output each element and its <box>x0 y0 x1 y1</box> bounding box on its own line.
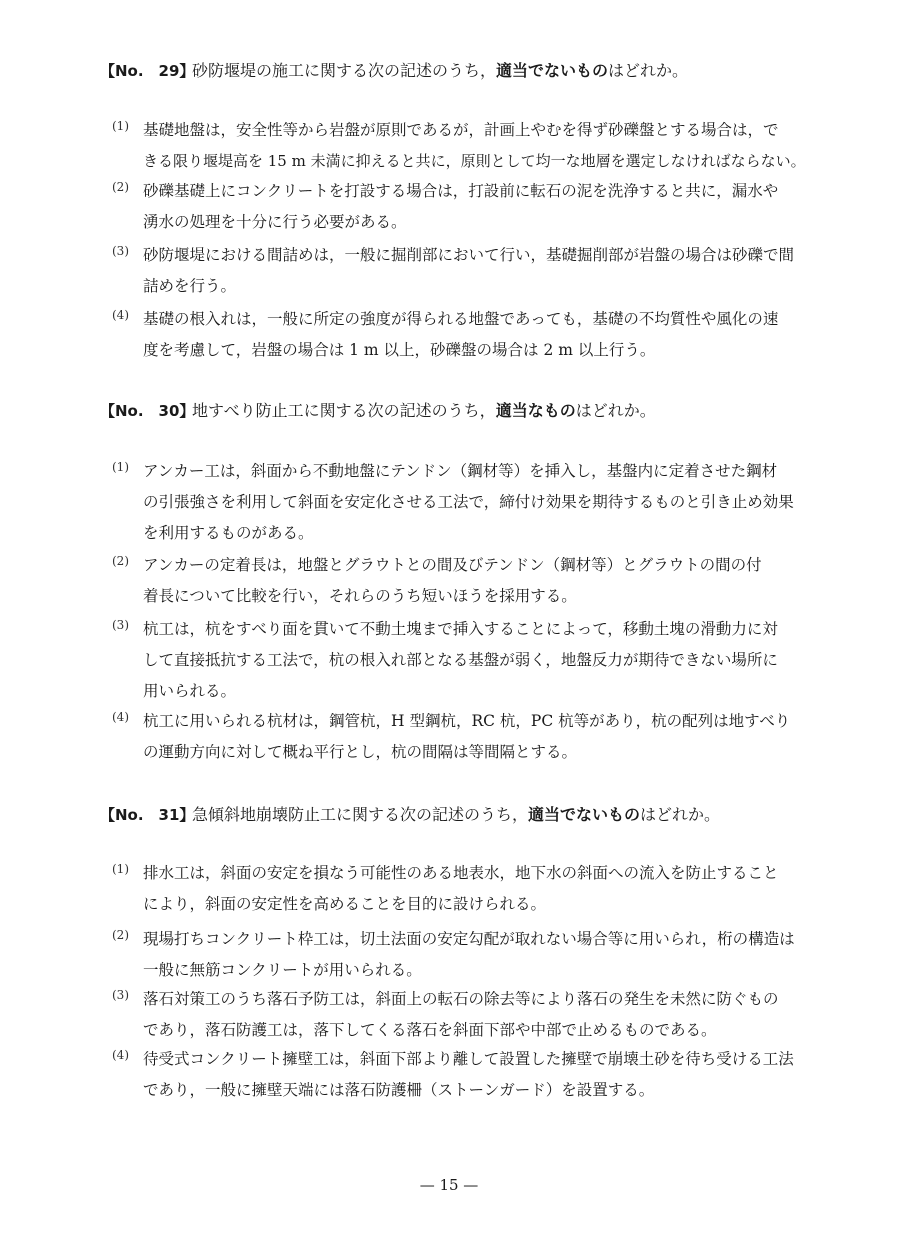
question-stem: 地すべり防止工に関する次の記述のうち，適当なものはどれか。 <box>192 401 656 420</box>
question-number: 【No. 31】 <box>100 806 195 824</box>
option-number: (1) <box>112 119 129 133</box>
option-text: アンカー工は，斜面から不動地盤にテンドン（鋼材等）を挿入し，基盤内に定着させた鋼材 の引張強さを利用して斜面を安定化させる工法で，締付け効果を期待するものと引き止め効果 を利用するものがある。 <box>143 462 794 542</box>
option-text: 落石対策工のうち落石予防工は，斜面上の転石の除去等により落石の発生を未然に防ぐもの であり，落石防護工は，落下してくる落石を斜面下部や中部で止めるものである。 <box>143 990 779 1039</box>
page-number: — 15 — <box>419 1176 479 1194</box>
option-text: 基礎地盤は，安全性等から岩盤が原則であるが，計画上やむを得ず砂礫盤とする場合は，で きる限り堰堤高を 15 m 未満に抑えると共に，原則として均一な地層を選定しなければならない。 <box>143 121 806 170</box>
option-text: アンカーの定着長は，地盤とグラウトとの間及びテンドン（鋼材等）とグラウトの間の付 着長について比較を行い，それらのうち短いほうを採用する。 <box>143 556 762 605</box>
option-number: (4) <box>112 308 129 322</box>
question-number: 【No. 29】 <box>100 62 195 80</box>
option-number: (2) <box>112 554 129 568</box>
question-30-heading <box>100 398 840 422</box>
option-text: 杭工は，杭をすべり面を貫いて不動土塊まで挿入することによって，移動土塊の滑動力に対 して直接抵抗する工法で，杭の根入れ部となる基盤が弱く，地盤反力が期待できない場所に 用いられる。 <box>143 620 778 700</box>
option-number: (3) <box>112 618 129 632</box>
option-text: 排水工は，斜面の安定を損なう可能性のある地表水，地下水の斜面への流入を防止すること により，斜面の安定性を高めることを目的に設けられる。 <box>143 864 779 913</box>
option-text: 待受式コンクリート擁壁工は，斜面下部より離して設置した擁壁で崩壊土砂を待ち受ける工法 であり，一般に擁壁天端には落石防護柵（ストーンガード）を設置する。 <box>143 1050 794 1099</box>
option-number: (2) <box>112 928 129 942</box>
question-stem: 急傾斜地崩壊防止工に関する次の記述のうち，適当でないものはどれか。 <box>192 805 721 824</box>
option-number: (3) <box>112 244 129 258</box>
option-text: 杭工に用いられる杭材は，鋼管杭，H 型鋼杭，RC 杭，PC 杭等があり，杭の配列は地すべり の運動方向に対して概ね平行とし，杭の間隔は等間隔とする。 <box>143 712 791 761</box>
question-stem: 砂防堰堤の施工に関する次の記述のうち，適当でないものはどれか。 <box>192 61 689 80</box>
question-number: 【No. 30】 <box>100 402 195 420</box>
option-number: (1) <box>112 460 129 474</box>
option-number: (1) <box>112 862 129 876</box>
option-text: 砂防堰堤における間詰めは，一般に掘削部において行い，基礎掘削部が岩盤の場合は砂礫で間 詰めを行う。 <box>143 246 795 295</box>
option-number: (2) <box>112 180 129 194</box>
option-number: (4) <box>112 710 129 724</box>
option-text: 砂礫基礎上にコンクリートを打設する場合は，打設前に転石の泥を洗浄すると共に，漏水や 湧水の処理を十分に行う必要がある。 <box>143 182 779 231</box>
option-number: (3) <box>112 988 129 1002</box>
option-text: 現場打ちコンクリート枠工は，切土法面の安定勾配が取れない場合等に用いられ，桁の構造は 一般に無筋コンクリートが用いられる。 <box>143 930 795 979</box>
question-29-heading <box>100 58 840 82</box>
question-31-heading <box>100 802 840 826</box>
option-number: (4) <box>112 1048 129 1062</box>
option-text: 基礎の根入れは，一般に所定の強度が得られる地盤であっても，基礎の不均質性や風化の速 度を考慮して，岩盤の場合は 1 m 以上，砂礫盤の場合は 2 m 以上行う。 <box>143 310 779 359</box>
